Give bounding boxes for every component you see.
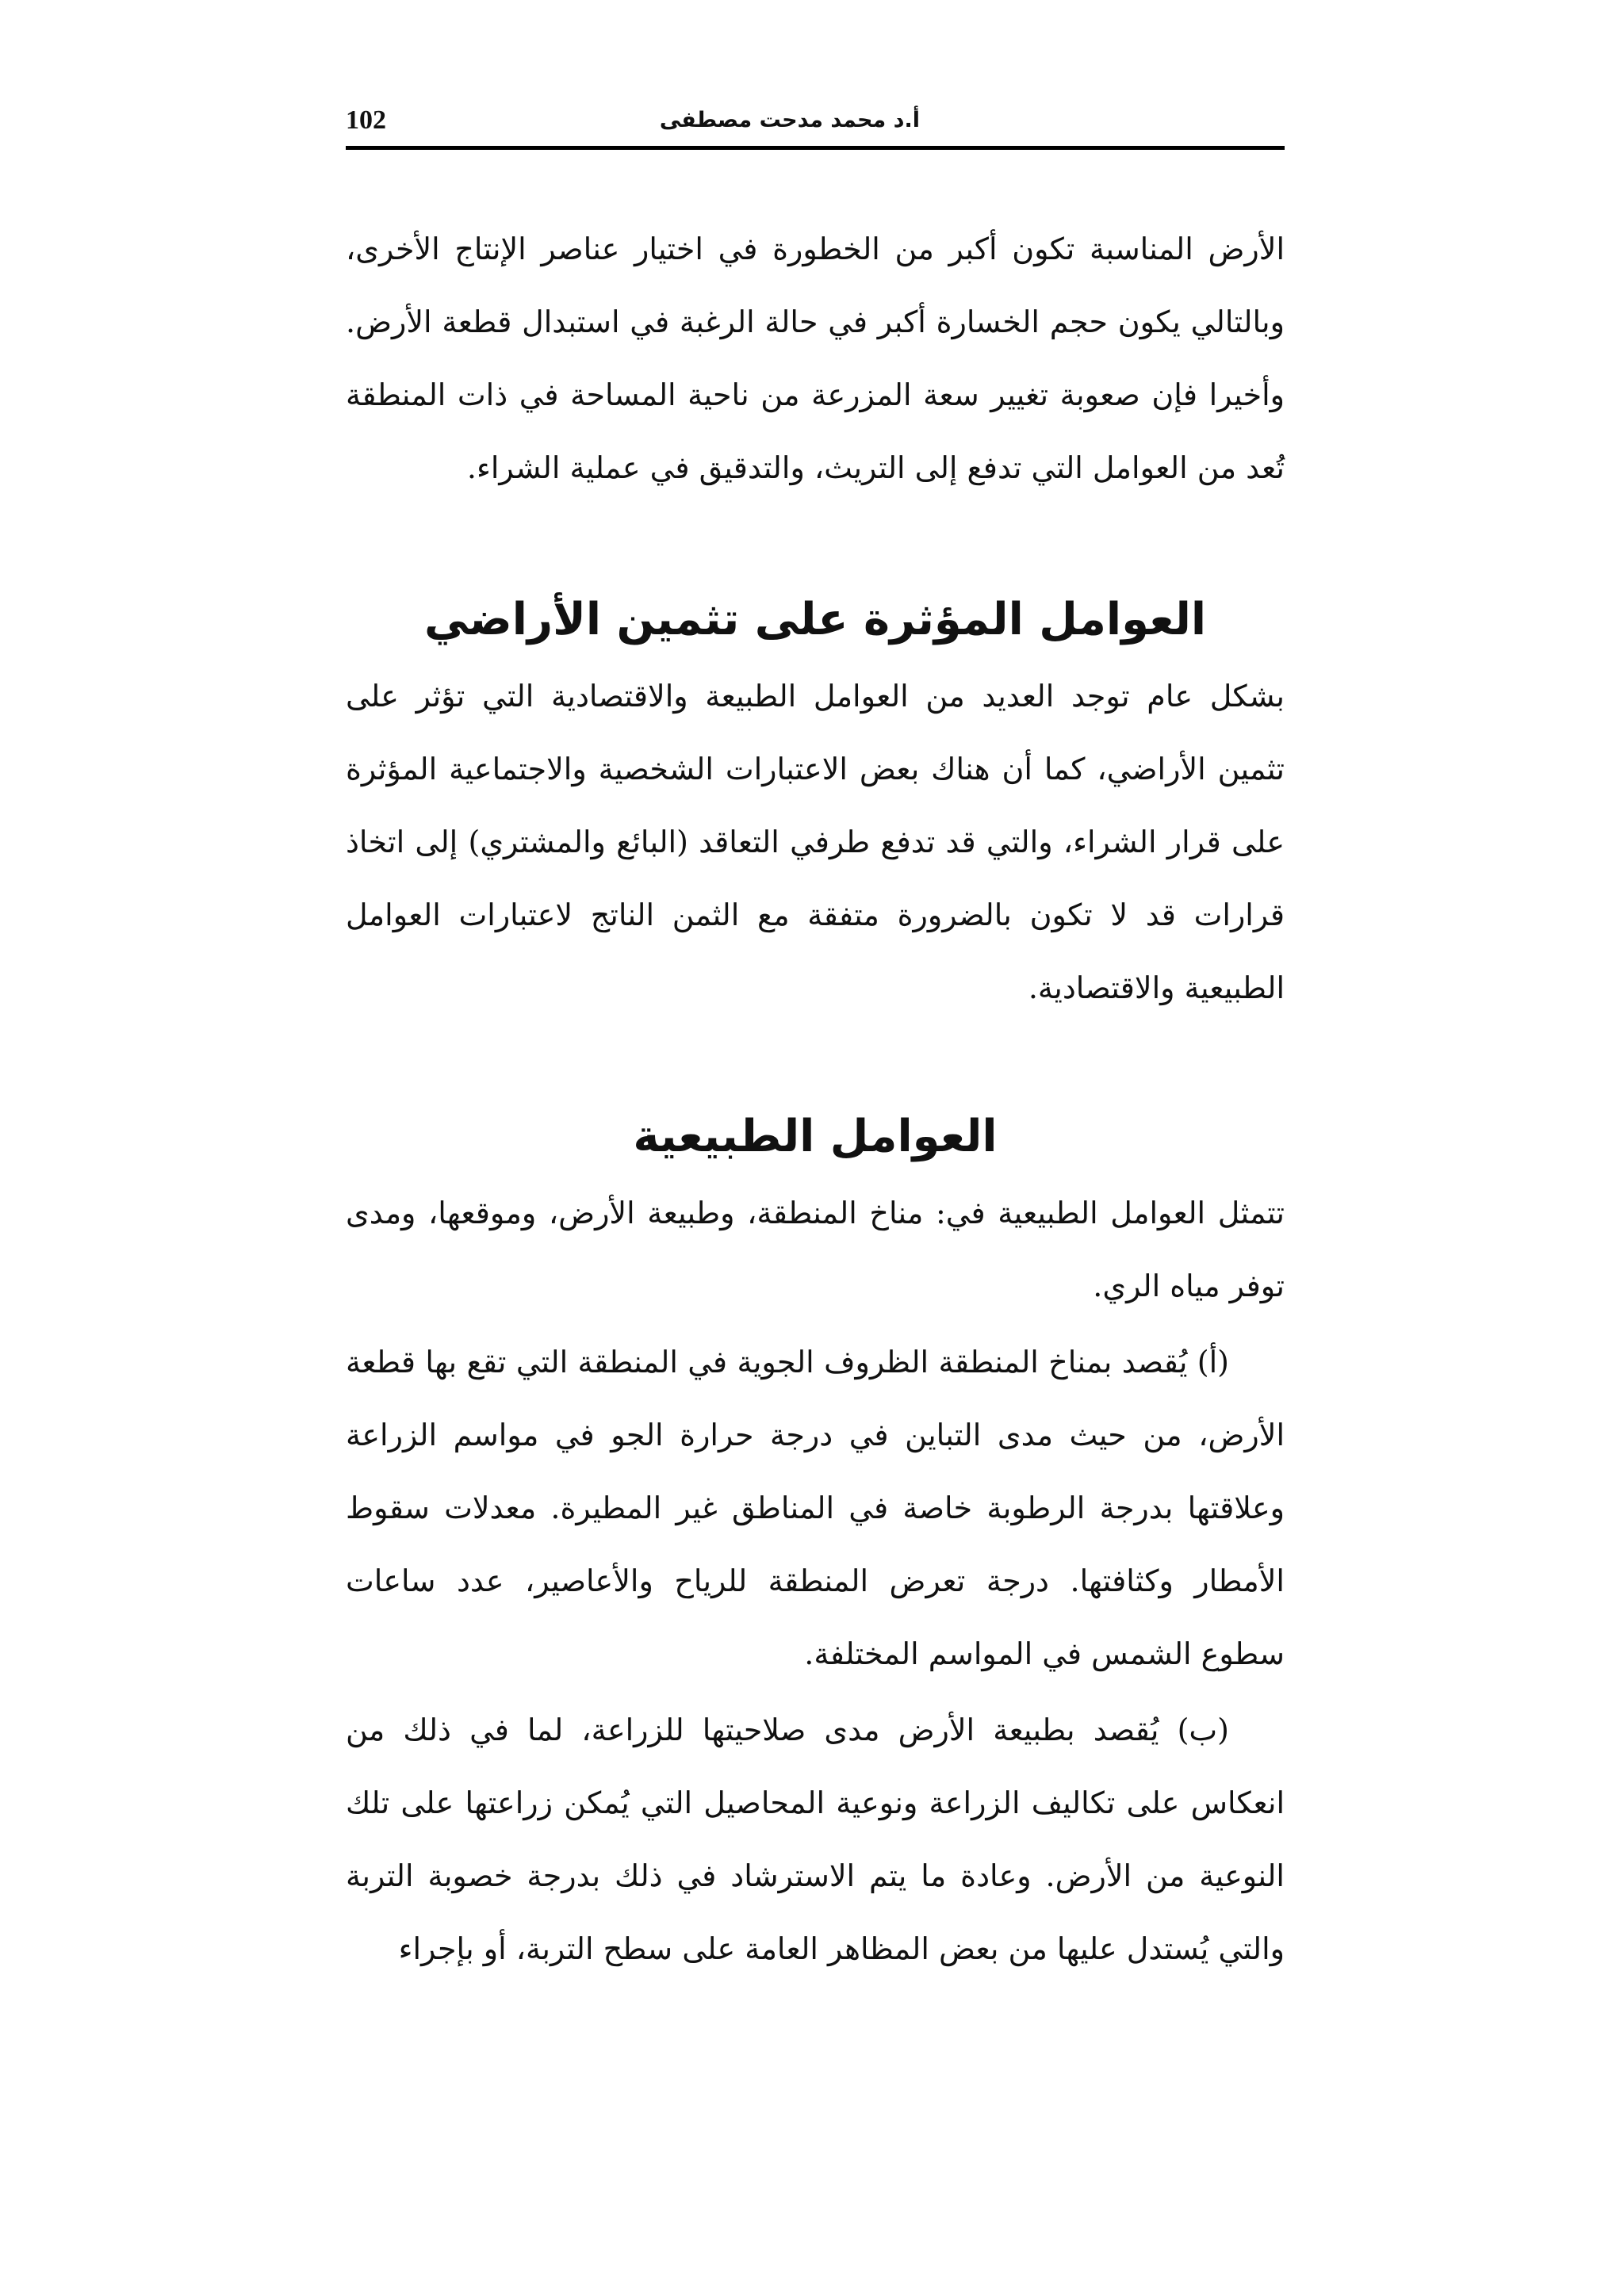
- paragraph-natural-factors: تتمثل العوامل الطبيعية في: مناخ المنطقة، وطبيعة الأرض، وموقعها، ومدى توفر مياه الري.: [346, 1196, 1285, 1303]
- spacer: [346, 1024, 1285, 1097]
- spacer: [346, 504, 1285, 580]
- section-heading-natural-factors: العوامل الطبيعية: [633, 1111, 998, 1162]
- author-name: أ.د محمد مدحت مصطفى: [659, 108, 920, 132]
- intro-paragraph: الأرض المناسبة تكون أكبر من الخطورة في اختيار عناصر الإنتاج الأخرى، وبالتالي يكون حجم الخسارة أكبر في حالة الرغبة في استبدال قطعة الأرض. وأخيرا فإن صعوبة تغيير سعة المزرعة من ناحية المساحة في ذات المنطقة تُعد من العوامل التي تدفع إلى التريث، والتدقيق في عملية الشراء.: [346, 232, 1285, 485]
- page-body: [346, 212, 1285, 1985]
- section-heading-land-valuation-factors: العوامل المؤثرة على تثمين الأراضي: [423, 594, 1207, 645]
- paragraph-land-nature: (ب) يُقصد بطبيعة الأرض مدى صلاحيتها للزراعة، لما في ذلك من انعكاس على تكاليف الزراعة ونوعية المحاصيل التي يُمكن زراعتها على تلك النوعية من الأرض. وعادة ما يتم الاسترشاد في ذلك بدرجة خصوبة التربة والتي يُستدل عليها من بعض المظاهر العامة على سطح التربة، أو بإجراء: [346, 1712, 1285, 1966]
- header-divider: [346, 146, 1285, 150]
- paragraph-valuation-factors: بشكل عام توجد العديد من العوامل الطبيعة والاقتصادية التي تؤثر على تثمين الأراضي، كما أن هناك بعض الاعتبارات الشخصية والاجتماعية المؤثرة على قرار الشراء، والتي قد تدفع طرفي التعاقد (البائع والمشتري) إلى اتخاذ قرارات قد لا تكون بالضرورة متفقة مع الثمن الناتج لاعتبارات العوامل الطبيعية والاقتصادية.: [346, 679, 1285, 1005]
- page-number: 102: [346, 105, 386, 135]
- paragraph-climate: (أ) يُقصد بمناخ المنطقة الظروف الجوية في المنطقة التي تقع بها قطعة الأرض، من حيث مدى التباين في درجة حرارة الجو في مواسم الزراعة وعلاقتها بدرجة الرطوبة خاصة في المناطق غير المطيرة. معدلات سقوط الأمطار وكثافتها. درجة تعرض المنطقة للرياح والأعاصير، عدد ساعات سطوع الشمس في المواسم المختلفة.: [346, 1345, 1285, 1671]
- running-header: [346, 100, 1285, 147]
